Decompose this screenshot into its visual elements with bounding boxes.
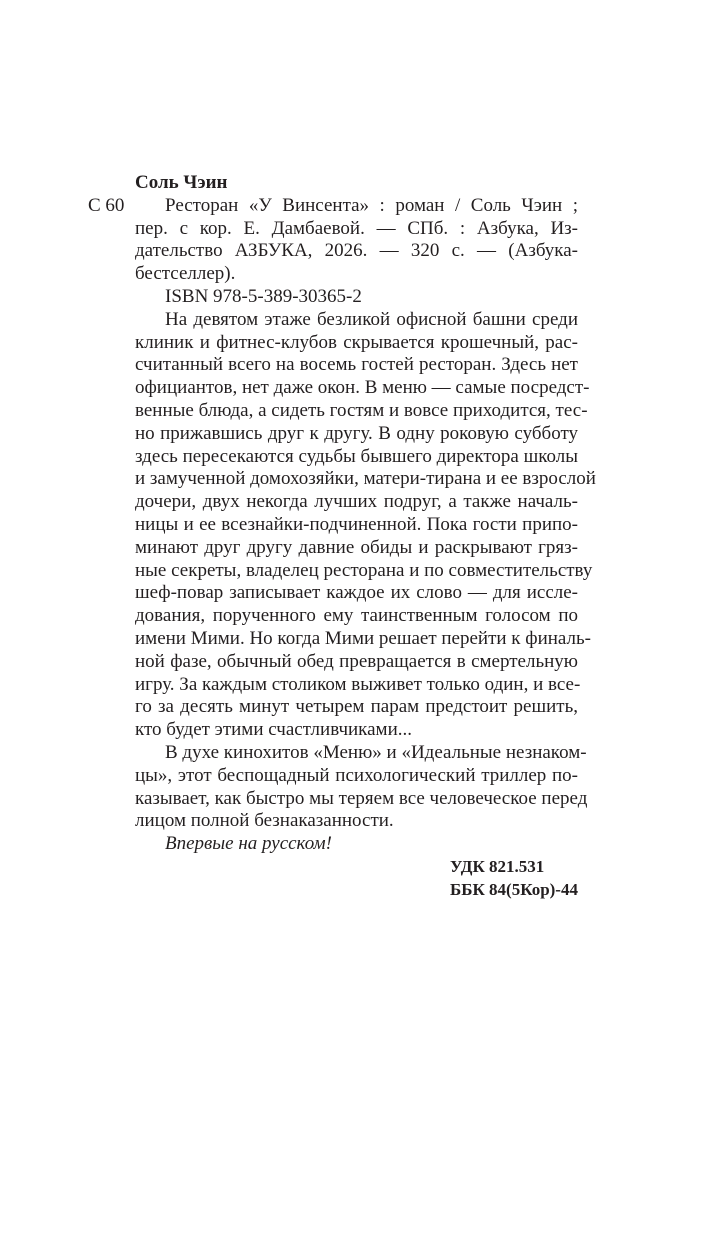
- paragraph-line: цы», этот беспощадный психологический триллер по-: [135, 764, 578, 786]
- paragraph-line: В духе кинохитов «Меню» и «Идеальные незнаком-: [165, 741, 587, 763]
- paragraph-line: но прижавшись друг к другу. В одну роковую субботу: [135, 422, 578, 444]
- record-line: Ресторан «У Винсента» : роман / Соль Чэин ;: [165, 194, 578, 216]
- bibliographic-record: [88, 194, 578, 286]
- paragraph-line: венные блюда, а сидеть гостям и вовсе приходится, тес-: [135, 399, 588, 421]
- paragraph-line: ной фазе, обычный обед превращается в смертельную: [135, 650, 578, 672]
- paragraph-line: имени Мими. Но когда Мими решает перейти к финаль-: [135, 627, 592, 649]
- annotation-paragraph-2: [135, 741, 588, 833]
- catalog-code: С 60: [88, 194, 125, 216]
- record-line: дательство АЗБУКА, 2026. — 320 с. — (Азбука-: [135, 240, 578, 262]
- paragraph-line: и замученной домохозяйки, матери-тирана и ее взрослой: [135, 468, 596, 490]
- catalog-card: [88, 172, 596, 902]
- annotation-paragraph-1: [135, 308, 596, 742]
- paragraph-line: казывает, как быстро мы теряем все человеческое перед: [135, 787, 588, 809]
- paragraph-line: минают друг другу давние обиды и раскрывают гряз-: [135, 536, 578, 558]
- udk-code: УДК 821.531: [450, 856, 545, 876]
- isbn: ISBN 978-5-389-30365-2: [165, 285, 362, 307]
- paragraph-line: игру. За каждым столиком выживет только один, и все-: [135, 673, 581, 695]
- paragraph-line: На девятом этаже безликой офисной башни среди: [165, 308, 578, 330]
- paragraph-line: кто будет этими счастливчиками...: [135, 719, 412, 741]
- record-line: бестселлер).: [135, 263, 236, 285]
- tagline: Впервые на русском!: [165, 833, 332, 855]
- record-line: пер. с кор. Е. Дамбаевой. — СПб. : Азбука, Из-: [135, 217, 578, 239]
- paragraph-line: шеф-повар записывает каждое их слово — для иссле-: [135, 582, 578, 604]
- author-heading: Соль Чэин: [135, 172, 228, 193]
- paragraph-line: го за десять минут четырем парам предстоит решить,: [135, 696, 578, 718]
- paragraph-line: здесь пересекаются судьбы бывшего директора школы: [135, 445, 578, 467]
- paragraph-line: ные секреты, владелец ресторана и по совместительству: [135, 559, 593, 581]
- paragraph-line: дочери, двух некогда лучших подруг, а также началь-: [135, 491, 578, 513]
- paragraph-line: дования, порученного ему таинственным голосом по: [135, 605, 578, 627]
- paragraph-line: официантов, нет даже окон. В меню — самые посредст-: [135, 377, 590, 399]
- bbk-code: ББК 84(5Кор)-44: [450, 879, 578, 899]
- paragraph-line: лицом полной безнаказанности.: [135, 810, 394, 832]
- paragraph-line: клиник и фитнес-клубов скрывается крошечный, рас-: [135, 331, 578, 353]
- paragraph-line: ницы и ее всезнайки-подчиненной. Пока гости припо-: [135, 513, 578, 535]
- paragraph-line: считанный всего на восемь гостей ресторан. Здесь нет: [135, 354, 578, 376]
